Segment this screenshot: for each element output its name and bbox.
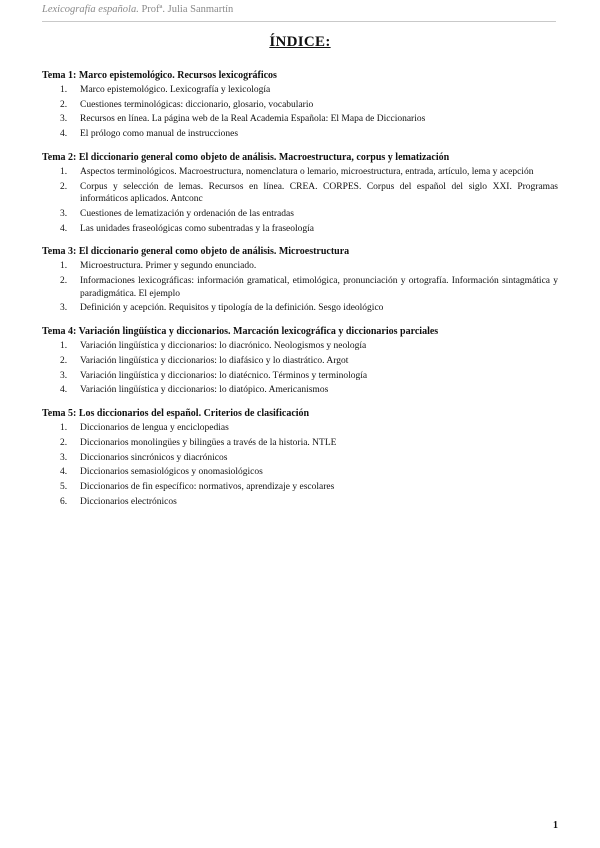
page-number: 1	[553, 820, 558, 831]
item-number: 3.	[60, 114, 68, 125]
header-course: Lexicografía española.	[42, 4, 139, 15]
section-title: Tema 4: Variación lingüística y diccionarios. Marcación lexicográfica y diccionarios parciales	[42, 326, 439, 338]
toc-section	[42, 408, 558, 508]
header-divider	[42, 21, 556, 22]
list-item	[42, 340, 558, 352]
item-number: 1.	[60, 85, 68, 95]
item-text: El prólogo como manual de instrucciones	[80, 129, 239, 140]
item-text: Diccionarios de lengua y enciclopedias	[80, 423, 229, 434]
list-item	[42, 113, 558, 125]
toc-section	[42, 70, 558, 141]
item-number: 3.	[60, 208, 68, 219]
item-text: Diccionarios semasiológicos y onomasiológicos	[80, 467, 263, 478]
item-number: 4.	[60, 467, 68, 478]
item-number: 5.	[60, 481, 68, 492]
item-number: 6.	[60, 496, 68, 507]
list-item	[42, 260, 558, 272]
item-text: Diccionarios de fin específico: normativos, aprendizaje y escolares	[80, 481, 335, 492]
list-item	[42, 437, 558, 449]
item-text: Cuestiones de lematización y ordenación de las entradas	[80, 208, 294, 219]
list-item	[42, 166, 558, 178]
item-text: Definición y acepción. Requisitos y tipología de la definición. Sesgo ideológico	[80, 303, 384, 314]
item-text: Informaciones lexicográficas: información gramatical, etimológica, pronunciación y ortografía. Información sintagmática y paradigmática. El ejemplo	[80, 276, 558, 299]
section-item-list	[42, 422, 558, 508]
item-text: Aspectos terminológicos. Macroestructura, nomenclatura o lemario, microestructura, entrada, artículo, lema y acepción	[80, 167, 534, 178]
section-item-list	[42, 84, 558, 141]
item-text: Diccionarios monolingües y bilingües a través de la historia. NTLE	[80, 437, 337, 448]
item-text: Variación lingüística y diccionarios: lo diafásico y lo diastrático. Argot	[80, 355, 349, 366]
list-item	[42, 370, 558, 382]
section-title: Tema 1: Marco epistemológico. Recursos lexicográficos	[42, 70, 277, 81]
item-text: Variación lingüística y diccionarios: lo diatécnico. Términos y terminología	[80, 370, 368, 381]
list-item	[42, 128, 558, 140]
item-number: 4.	[60, 385, 68, 396]
item-number: 2.	[60, 355, 68, 366]
item-number: 2.	[60, 276, 68, 287]
list-item	[42, 302, 558, 314]
section-title: Tema 3: El diccionario general como objeto de análisis. Microestructura	[42, 246, 350, 258]
toc-section	[42, 326, 558, 397]
item-text: Cuestiones terminológicas: diccionario, glosario, vocabulario	[80, 99, 314, 110]
item-number: 1.	[60, 261, 68, 272]
list-item	[42, 99, 558, 111]
list-item	[42, 181, 558, 206]
list-item	[42, 275, 558, 300]
item-number: 2.	[60, 99, 68, 110]
item-text: Corpus y selección de lemas. Recursos en línea. CREA. CORPES. Corpus del español del siglo XXI. Programas informáticos aplicados. Antconc	[80, 181, 558, 205]
header-professor: Profª. Julia Sanmartín	[141, 4, 234, 15]
item-text: Microestructura. Primer y segundo enunciado.	[80, 261, 257, 272]
item-text: Diccionarios sincrónicos y diacrónicos	[80, 452, 228, 463]
list-item	[42, 496, 558, 508]
list-item	[42, 481, 558, 493]
item-number: 4.	[60, 129, 68, 140]
item-text: Variación lingüística y diccionarios: lo diatópico. Americanismos	[80, 385, 329, 396]
list-item	[42, 422, 558, 434]
toc-section	[42, 246, 558, 314]
list-item	[42, 452, 558, 464]
item-text: Variación lingüística y diccionarios: lo diacrónico. Neologismos y neología	[80, 341, 367, 352]
item-text: Marco epistemológico. Lexicografía y lexicología	[80, 85, 271, 95]
table-of-contents	[42, 70, 558, 520]
list-item	[42, 223, 558, 235]
item-number: 3.	[60, 370, 68, 381]
section-item-list	[42, 340, 558, 397]
list-item	[42, 84, 558, 96]
item-number: 1.	[60, 167, 68, 178]
page-title: ÍNDICE:	[269, 34, 331, 50]
item-text: Diccionarios electrónicos	[80, 496, 177, 507]
section-title: Tema 2: El diccionario general como objeto de análisis. Macroestructura, corpus y lematización	[42, 152, 450, 164]
section-title: Tema 5: Los diccionarios del español. Criterios de clasificación	[42, 408, 310, 420]
list-item	[42, 466, 558, 478]
item-number: 2.	[60, 181, 68, 192]
item-text: Las unidades fraseológicas como subentradas y la fraseología	[80, 223, 314, 234]
running-header	[42, 4, 233, 15]
item-number: 3.	[60, 303, 68, 314]
item-number: 3.	[60, 452, 68, 463]
section-item-list	[42, 166, 558, 235]
item-number: 1.	[60, 423, 68, 434]
item-text: Recursos en línea. La página web de la Real Academia Española: El Mapa de Diccionarios	[80, 114, 426, 125]
item-number: 1.	[60, 341, 68, 352]
list-item	[42, 208, 558, 220]
toc-section	[42, 152, 558, 235]
section-item-list	[42, 260, 558, 314]
item-number: 4.	[60, 223, 68, 234]
item-number: 2.	[60, 437, 68, 448]
list-item	[42, 384, 558, 396]
list-item	[42, 355, 558, 367]
